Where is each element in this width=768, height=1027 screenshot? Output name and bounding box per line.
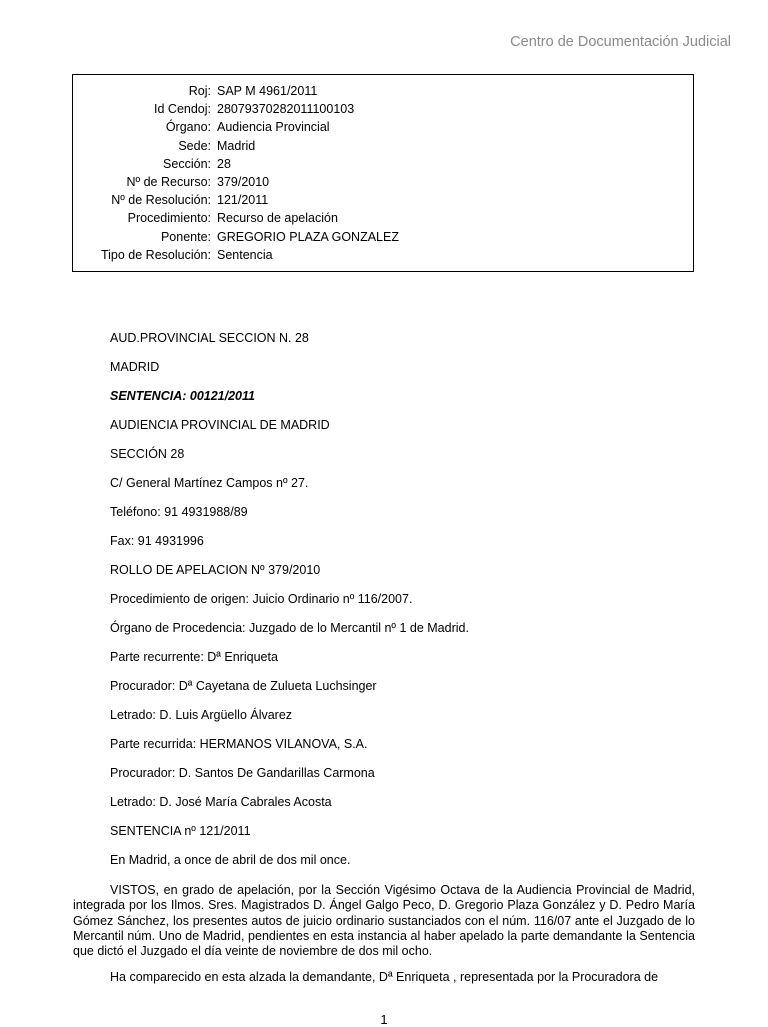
- metadata-row-tipo-resolucion: [73, 246, 693, 264]
- address-line: C/ General Martínez Campos nº 27.: [110, 476, 309, 490]
- sentence-line: SENTENCIA nº 121/2011: [110, 824, 251, 838]
- sentence-number-heading: SENTENCIA: 00121/2011: [110, 389, 255, 403]
- metadata-value: GREGORIO PLAZA GONZALEZ: [217, 229, 399, 244]
- page-number: 1: [380, 1012, 388, 1027]
- metadata-value: 121/2011: [217, 193, 269, 208]
- date-line: En Madrid, a once de abril de dos mil once.: [110, 853, 351, 867]
- metadata-label: Procedimiento:: [127, 211, 211, 226]
- metadata-value: SAP M 4961/2011: [217, 84, 318, 99]
- metadata-row-id-cendoj: [73, 100, 693, 118]
- metadata-value: Madrid: [217, 138, 256, 153]
- court-name-line: AUDIENCIA PROVINCIAL DE MADRID: [110, 418, 330, 432]
- metadata-row-organo: [73, 118, 693, 136]
- appellant-line: Parte recurrente: Dª Enriqueta: [110, 650, 278, 664]
- metadata-label: Sede:: [178, 138, 211, 153]
- metadata-value: 28: [217, 156, 231, 171]
- comparecido-paragraph: Ha comparecido en esta alzada la demandante, Dª Enriqueta , representada por la Procuradora de: [110, 970, 659, 984]
- metadata-value: Audiencia Provincial: [217, 120, 330, 135]
- metadata-row-ponente: [73, 228, 693, 246]
- metadata-label: Id Cendoj:: [154, 102, 211, 117]
- origin-court-line: Órgano de Procedencia: Juzgado de lo Mercantil nº 1 de Madrid.: [110, 621, 469, 635]
- organization-name: Centro de Documentación Judicial: [510, 34, 731, 50]
- metadata-row-roj: [73, 82, 693, 100]
- origin-procedure-line: Procedimiento de origen: Juicio Ordinario nº 116/2007.: [110, 592, 413, 606]
- vistos-paragraph: VISTOS, en grado de apelación, por la Sección Vigésimo Octava de la Audiencia Provincial de Madrid, integrada por los Ilmos. Sres. Magistrados D. Ángel Galgo Peco, D. Gregorio Plaza González y D. Pedro María Gómez Sánchez, los presentes autos de juicio ordinario sustanciados con el núm. 116/07 ante el Juzgado de lo Mercantil núm. Uno de Madrid, pendientes en esta instancia al haber apelado la parte demandante la Sentencia que dictó el Juzgado el día veinte de noviembre de dos mil ocho.: [73, 883, 695, 959]
- fax-line: Fax: 91 4931996: [110, 534, 204, 548]
- respondent-attorney-line: Procurador: D. Santos De Gandarillas Carmona: [110, 766, 375, 780]
- metadata-label: Ponente:: [160, 229, 211, 244]
- metadata-row-recurso: [73, 173, 693, 191]
- metadata-label: Nº de Resolución:: [111, 193, 211, 208]
- metadata-row-procedimiento: [73, 209, 693, 227]
- section-line: SECCIÓN 28: [110, 447, 185, 461]
- city-line: MADRID: [110, 360, 160, 374]
- appellant-attorney-line: Procurador: Dª Cayetana de Zulueta Luchsinger: [110, 679, 377, 693]
- respondent-lawyer-line: Letrado: D. José María Cabrales Acosta: [110, 795, 332, 809]
- case-metadata-box: [72, 74, 694, 272]
- metadata-label: Tipo de Resolución:: [100, 247, 211, 262]
- phone-line: Teléfono: 91 4931988/89: [110, 505, 248, 519]
- metadata-value: 379/2010: [217, 175, 270, 190]
- metadata-row-resolucion: [73, 191, 693, 209]
- metadata-row-seccion: [73, 155, 693, 173]
- metadata-label: Órgano:: [165, 120, 211, 135]
- court-section-line: AUD.PROVINCIAL SECCION N. 28: [110, 331, 309, 345]
- metadata-value: 28079370282011100103: [217, 102, 355, 117]
- respondent-line: Parte recurrida: HERMANOS VILANOVA, S.A.: [110, 737, 368, 751]
- metadata-value: Recurso de apelación: [217, 211, 338, 226]
- appellant-lawyer-line: Letrado: D. Luis Argüello Álvarez: [110, 708, 293, 722]
- metadata-label: Nº de Recurso:: [126, 175, 211, 190]
- metadata-label: Sección:: [163, 156, 211, 171]
- metadata-row-sede: [73, 137, 693, 155]
- metadata-value: Sentencia: [217, 247, 273, 262]
- metadata-label: Roj:: [188, 84, 211, 99]
- appeal-roll-line: ROLLO DE APELACION Nº 379/2010: [110, 563, 321, 577]
